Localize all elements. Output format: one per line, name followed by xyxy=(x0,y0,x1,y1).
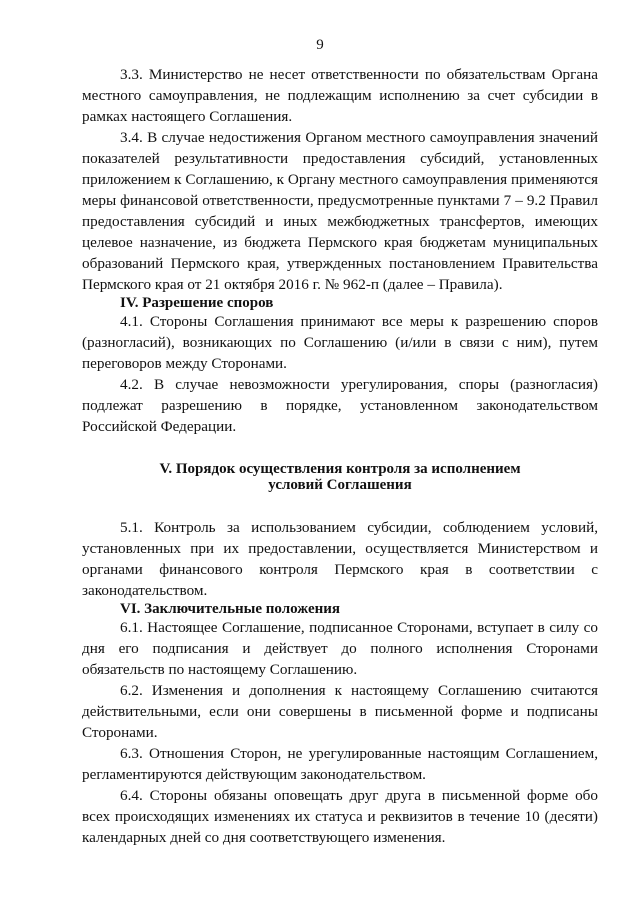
paragraph-6-3: 6.3. Отношения Сторон, не урегулированные настоящим Соглашением, регламентируются действующим законодательством. xyxy=(82,745,598,783)
paragraph-6-1: 6.1. Настоящее Соглашение, подписанное Сторонами, вступает в силу со дня его подписания и действует до полного исполнения Сторонами обязательств по настоящему Соглашению. xyxy=(82,619,598,678)
section-heading-5 xyxy=(82,461,598,493)
paragraph-3-3: 3.3. Министерство не несет ответственности по обязательствам Органа местного самоуправления, не подлежащим исполнению за счет субсидии в рамках настоящего Соглашения. xyxy=(82,66,598,125)
section-heading-4: IV. Разрешение споров xyxy=(120,295,274,311)
section-heading-5-line-1: V. Порядок осуществления контроля за исполнением xyxy=(159,461,521,477)
section-heading-5-line-2: условий Соглашения xyxy=(268,477,412,493)
document-body xyxy=(82,64,598,848)
page-number: 9 xyxy=(316,37,324,53)
section-heading-6: VI. Заключительные положения xyxy=(120,601,340,617)
paragraph-4-1: 4.1. Стороны Соглашения принимают все меры к разрешению споров (разногласий), возникающих по Соглашению (и/или в связи с ним), путем переговоров между Сторонами. xyxy=(82,313,598,372)
paragraph-3-4: 3.4. В случае недостижения Органом местного самоуправления значений показателей результативности предоставления субсидий, установленных приложением к Соглашению, к Органу местного самоуправления применяются меры финансовой ответственности, предусмотренные пунктами 7 – 9.2 Правил предоставления субсидий и иных межбюджетных трансфертов, имеющих целевое назначение, из бюджета Пермского края бюджетам муниципальных образований Пермского края, утвержденных постановлением Правительства Пермского края от 21 октября 2016 г. № 962-п (далее – Правила). xyxy=(82,129,598,293)
paragraph-5-1: 5.1. Контроль за использованием субсидии, соблюдением условий, установленных при их предоставлении, осуществляется Министерством и органами финансового контроля Пермского края в соответствии с законодательством. xyxy=(82,519,598,599)
paragraph-6-4: 6.4. Стороны обязаны оповещать друг друга в письменной форме обо всех происходящих изменениях их статуса и реквизитов в течение 10 (десяти) календарных дней со дня соответствующего изменения. xyxy=(82,787,598,846)
paragraph-6-2: 6.2. Изменения и дополнения к настоящему Соглашению считаются действительными, если они совершены в письменной форме и подписаны Сторонами. xyxy=(82,682,598,741)
paragraph-4-2: 4.2. В случае невозможности урегулирования, споры (разногласия) подлежат разрешению в порядке, установленном законодательством Российской Федерации. xyxy=(82,376,598,435)
